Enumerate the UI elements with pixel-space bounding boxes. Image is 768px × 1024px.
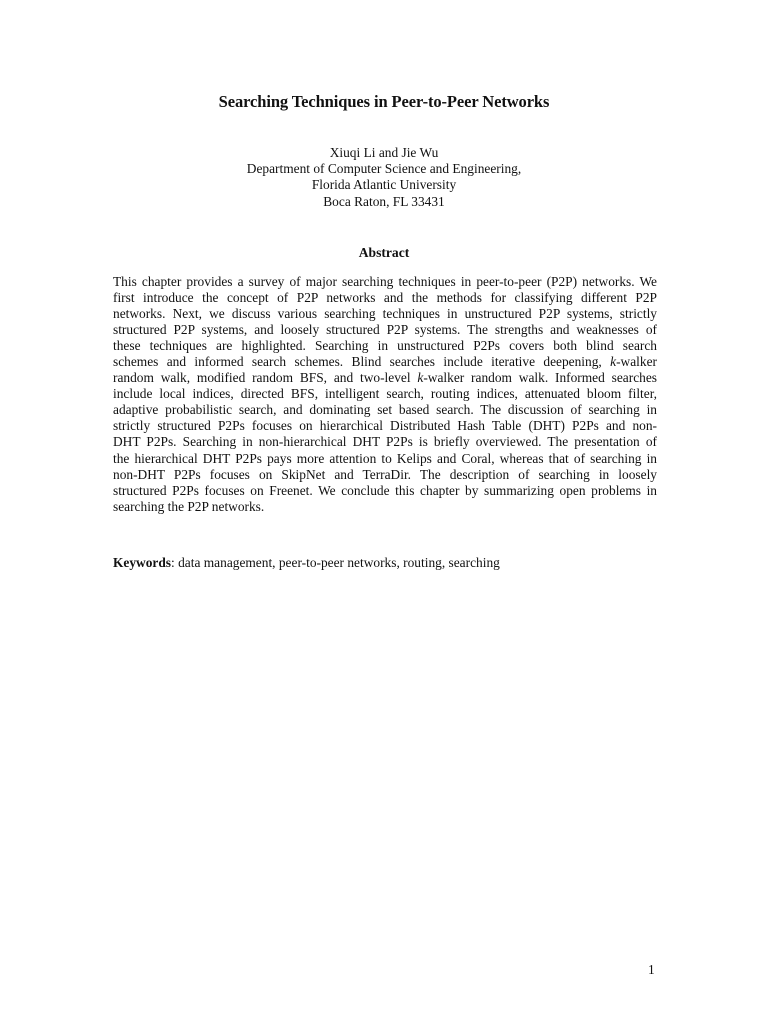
abstract-line: adaptive probabilistic search, and dominating set based search. The discussion of searching in (113, 402, 657, 418)
abstract-line: DHT P2Ps. Searching in non-hierarchical DHT P2Ps is briefly overviewed. The presentation of (113, 434, 657, 450)
math-variable-k: k (610, 354, 617, 370)
abstract-line: schemes and informed search schemes. Blind searches include iterative deepening, k-walker (113, 354, 657, 370)
abstract-line: strictly structured P2Ps focuses on hierarchical Distributed Hash Table (DHT) P2Ps and non- (113, 418, 657, 434)
abstract-line: networks. Next, we discuss various searching techniques in unstructured P2P systems, strictly (113, 306, 657, 322)
abstract-line: searching the P2P networks. (113, 498, 265, 514)
author-block (0, 145, 768, 210)
keywords-separator: : (171, 555, 179, 570)
affiliation-line: Boca Raton, FL 33431 (323, 193, 445, 209)
abstract-line: these techniques are highlighted. Searching in unstructured P2Ps covers both blind search (113, 338, 657, 354)
affiliation-line: Department of Computer Science and Engineering, (246, 161, 522, 177)
keywords-label: Keywords (113, 555, 172, 570)
keywords-text: data management, peer-to-peer networks, routing, searching (178, 555, 500, 570)
author-names: Xiuqi Li and Jie Wu (329, 145, 439, 160)
page-number: 1 (648, 962, 655, 977)
abstract-line: non-DHT P2Ps focuses on SkipNet and TerraDir. The description of searching in loosely (113, 466, 657, 482)
math-variable-k: k (417, 370, 424, 386)
abstract-line: include local indices, directed BFS, intelligent search, routing indices, attenuated bloom filter, (113, 386, 657, 402)
abstract-line: structured P2Ps focuses on Freenet. We conclude this chapter by summarizing open problems in (113, 482, 657, 498)
abstract-body (113, 274, 657, 515)
abstract-line: This chapter provides a survey of major searching techniques in peer-to-peer (P2P) networks. We (113, 274, 657, 289)
paper-title: Searching Techniques in Peer-to-Peer Networks (218, 92, 550, 111)
affiliation-line: Florida Atlantic University (311, 177, 457, 193)
abstract-line: structured P2P systems, and loosely structured P2P systems. The strengths and weaknesses of (113, 322, 657, 338)
keywords-line (113, 555, 657, 571)
abstract-line: the hierarchical DHT P2Ps pays more attention to Kelips and Coral, whereas that of searching in (113, 450, 657, 466)
abstract-line: first introduce the concept of P2P networks and the methods for classifying different P2P (113, 290, 657, 306)
abstract-heading: Abstract (358, 245, 410, 260)
abstract-line: random walk, modified random BFS, and two-level k-walker random walk. Informed searches (113, 370, 657, 386)
